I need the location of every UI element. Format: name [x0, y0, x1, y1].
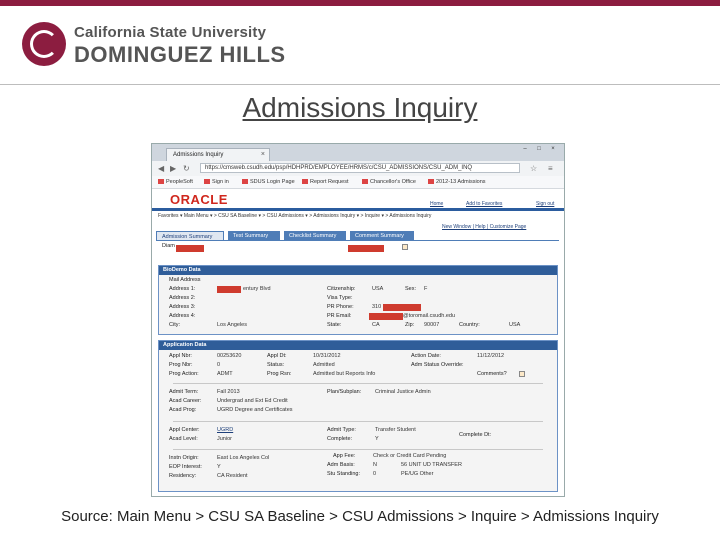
address4-label: Address 4: — [169, 313, 196, 319]
country-value: USA — [509, 322, 521, 328]
url-input[interactable]: https://cmsweb.csudh.edu/psp/HDHPRD/EMPLOYEE/HRMS/c/CSU_ADMISSIONS/CSU_ADM_INQ — [200, 163, 520, 173]
bookmark-item[interactable]: SDUS Login Page — [242, 179, 295, 185]
zip-label: Zip: — [405, 322, 415, 328]
tab-close-icon[interactable]: × — [260, 151, 265, 158]
comments-checkbox[interactable] — [519, 371, 525, 377]
appl-dt-label: Appl Dt: — [267, 353, 287, 359]
tab-admission-summary[interactable]: Admission Summary — [156, 231, 224, 240]
bookmark-icon — [302, 179, 308, 184]
admit-term-label: Admit Term: — [169, 389, 199, 395]
bookmark-item[interactable]: Report Request — [302, 179, 349, 185]
logo-line1: California State University — [74, 24, 267, 41]
prog-action-label: Prog Action: — [169, 371, 199, 377]
window-links[interactable]: New Window | Help | Customize Page — [442, 224, 527, 230]
acad-level-value: Junior — [217, 436, 232, 442]
source-caption: Source: Main Menu > CSU SA Baseline > CSU Admissions > Inquire > Admissions Inquiry — [61, 508, 659, 525]
redaction-box — [369, 313, 403, 320]
biodemo-section — [158, 265, 558, 335]
prog-action-value: ADMT — [217, 371, 233, 377]
bookmark-icon — [242, 179, 248, 184]
acad-level-label: Acad Level: — [169, 436, 198, 442]
state-label: State: — [327, 322, 342, 328]
city-value: Los Angeles — [217, 322, 247, 328]
complete-value: Y — [375, 436, 379, 442]
stu-standing-label: Stu Standing: — [327, 471, 361, 477]
bookmark-icon — [362, 179, 368, 184]
brand-topbar — [0, 0, 720, 6]
close-window-icon[interactable]: × — [551, 146, 555, 152]
pr-email-value: @toromail.csudh.edu — [403, 313, 456, 319]
complete-label: Complete: — [327, 436, 353, 442]
pr-email-label: PR Email: — [327, 313, 352, 319]
stu-standing-description: PE/UG Other — [401, 471, 434, 477]
status-value: Admitted — [313, 362, 335, 368]
bookmark-item[interactable]: PeopleSoft — [158, 179, 193, 185]
tab-test-summary[interactable]: Test Summary — [228, 231, 280, 240]
appl-nbr-label: Appl Nbr: — [169, 353, 192, 359]
bookmark-item[interactable]: 2012-13 Admissions — [428, 179, 486, 185]
plan-value: Criminal Justice Admin — [375, 389, 431, 395]
reload-icon[interactable]: ↻ — [183, 164, 190, 173]
browser-tab-title: Admissions Inquiry — [173, 152, 224, 158]
oracle-header-rule — [152, 208, 564, 211]
sign-out-link[interactable]: Sign out — [536, 201, 555, 207]
appl-center-value[interactable]: UGRD — [217, 427, 234, 433]
admit-term-value: Fall 2013 — [217, 389, 240, 395]
header-divider — [0, 84, 720, 85]
address1-value: entury Blvd — [243, 286, 271, 292]
admit-type-value: Transfer Student — [375, 427, 416, 433]
zip-value: 90007 — [424, 322, 440, 328]
back-icon[interactable]: ◀ — [158, 164, 165, 173]
visa-label: Visa Type: — [327, 295, 353, 301]
address2-label: Address 2: — [169, 295, 196, 301]
tab-underline — [156, 240, 559, 241]
pr-phone-label: PR Phone: — [327, 304, 354, 310]
address1-label: Address 1: — [169, 286, 196, 292]
instn-origin-label: Instn Origin: — [169, 455, 199, 461]
logo-line2: DOMINGUEZ HILLS — [74, 42, 286, 67]
address-bar — [152, 161, 564, 177]
city-label: City: — [169, 322, 180, 328]
app-fee-value: Check or Credit Card Pending — [373, 453, 447, 459]
eop-label: EOP Interest: — [169, 464, 202, 470]
menu-icon[interactable]: ≡ — [548, 164, 553, 173]
section-divider — [173, 383, 543, 384]
forward-icon[interactable]: ▶ — [170, 164, 177, 173]
prog-rsn-label: Prog Rsn: — [267, 371, 292, 377]
prog-rsn-value: Admitted but Reports Info — [313, 371, 376, 377]
bookmark-icon — [204, 179, 210, 184]
citizenship-label: Citizenship: — [327, 286, 356, 292]
address3-label: Address 3: — [169, 304, 196, 310]
bookmarks-bar — [152, 176, 564, 189]
browser-screenshot — [151, 143, 565, 497]
home-link[interactable]: Home — [430, 201, 444, 207]
bookmark-item[interactable]: Chancellor's Office — [362, 179, 416, 185]
slide-title: Admissions Inquiry — [242, 92, 478, 123]
residency-value: CA Resident — [217, 473, 248, 479]
instn-origin-value: East Los Angeles Col — [217, 455, 270, 461]
prog-nbr-label: Prog Nbr: — [169, 362, 193, 368]
adm-basis-value: N — [373, 462, 377, 468]
sex-value: F — [424, 286, 428, 292]
redaction-box — [217, 286, 241, 293]
acad-career-label: Acad Career: — [169, 398, 202, 404]
action-date-value: 11/12/2012 — [477, 353, 505, 359]
comments-label: Comments? — [477, 371, 507, 377]
university-seal-icon — [22, 22, 66, 66]
appl-center-label: Appl Center: — [169, 427, 200, 433]
action-date-label: Action Date: — [411, 353, 441, 359]
biodemo-header: BioDemo Data — [159, 266, 557, 275]
edit-icon[interactable] — [402, 244, 408, 250]
section-divider — [173, 421, 543, 422]
minimize-icon[interactable]: – — [523, 146, 527, 152]
bookmark-icon — [428, 179, 434, 184]
plan-label: Plan/Subplan: — [327, 389, 362, 395]
appl-dt-value: 10/31/2012 — [313, 353, 341, 359]
section-divider — [173, 449, 543, 450]
admit-type-label: Admit Type: — [327, 427, 356, 433]
complete-dt-label: Complete Dt: — [459, 432, 492, 438]
redaction-box — [176, 245, 204, 252]
acad-prog-label: Acad Prog: — [169, 407, 197, 413]
eop-value: Y — [217, 464, 221, 470]
acad-career-value: Undergrad and Ext Ed Credit — [217, 398, 288, 404]
app-fee-label: App Fee: — [333, 453, 356, 459]
adm-basis-description: 56 UNIT UD TRANSFER — [401, 462, 462, 468]
pr-phone-value: 310 — [372, 304, 382, 310]
add-to-favorites-link[interactable]: Add to Favorites — [466, 201, 503, 207]
browser-tab[interactable] — [166, 148, 270, 161]
application-header: Application Data — [159, 341, 557, 350]
bookmark-item[interactable]: Sign in — [204, 179, 229, 185]
state-value: CA — [372, 322, 380, 328]
country-label: Country: — [459, 322, 480, 328]
oracle-logo: ORACLE — [170, 192, 228, 207]
redaction-box — [348, 245, 384, 252]
stu-standing-value: 0 — [373, 471, 377, 477]
diamond-label: Diam — [162, 243, 175, 249]
status-label: Status: — [267, 362, 285, 368]
prog-nbr-value: 0 — [217, 362, 221, 368]
sex-label: Sex: — [405, 286, 417, 292]
adm-basis-label: Adm Basis: — [327, 462, 355, 468]
star-icon[interactable]: ☆ — [530, 164, 538, 173]
mail-address-heading: Mail Address — [169, 277, 201, 283]
tab-checklist-summary[interactable]: Checklist Summary — [284, 231, 346, 240]
appl-nbr-value: 00253620 — [217, 353, 242, 359]
maximize-icon[interactable]: □ — [537, 146, 541, 152]
bookmark-icon — [158, 179, 164, 184]
tab-comment-summary[interactable]: Comment Summary — [350, 231, 414, 240]
breadcrumb[interactable]: Favorites ▾ Main Menu ▾ > CSU SA Baseline ▾ > CSU Admissions ▾ > Admissions Inquiry ▾ > Inquire ▾ > Admissions Inquiry — [158, 213, 432, 219]
application-section — [158, 340, 558, 492]
redaction-box — [383, 304, 421, 311]
adm-status-override-label: Adm Status Override: — [411, 362, 464, 368]
residency-label: Residency: — [169, 473, 197, 479]
university-logo — [22, 22, 286, 70]
acad-prog-value: UGRD Degree and Certificates — [217, 407, 293, 413]
citizenship-value: USA — [372, 286, 384, 292]
browser-tab-bar — [152, 144, 564, 161]
